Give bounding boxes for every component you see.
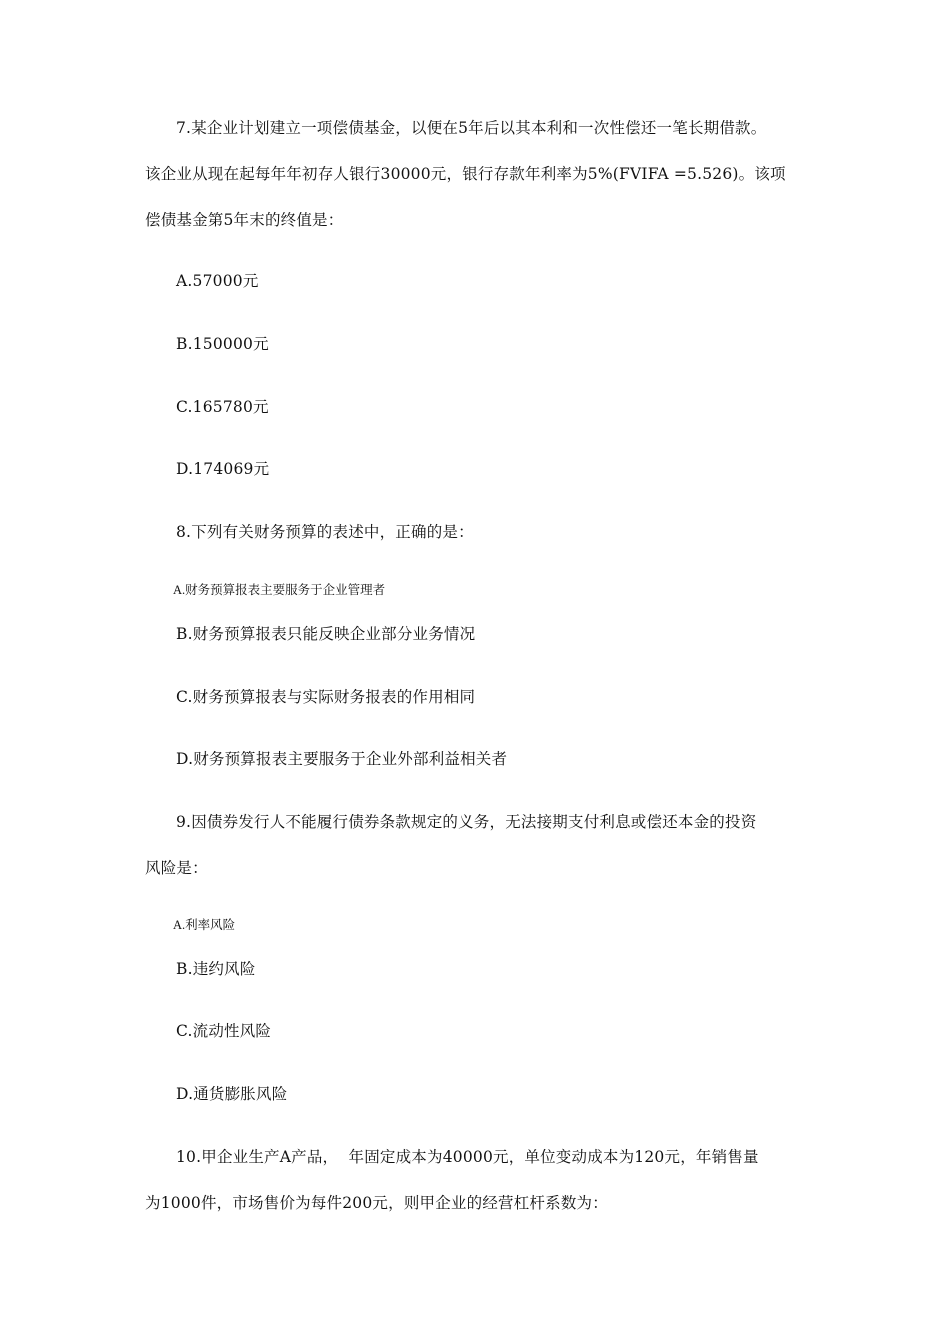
question-7-option-b: B.150000元 [176,335,269,353]
question-9-option-d: D.通货膨胀风险 [176,1085,288,1103]
question-7-stem-line-3: 偿债基金第5年末的终值是： [145,211,344,229]
question-7-option-d: D.174069元 [176,460,270,478]
question-8-option-c: C.财务预算报表与实际财务报表的作用相同 [176,688,476,706]
question-8-option-d: D.财务预算报表主要服务于企业外部利益相关者 [176,750,508,768]
question-7-option-a: A.57000元 [176,272,259,290]
question-8-option-b: B.财务预算报表只能反映企业部分业务情况 [176,625,476,643]
question-9-option-c: C.流动性风险 [176,1022,272,1040]
question-9-option-a: A.利率风险 [173,918,236,932]
question-9-stem-line-2: 风险是： [145,859,208,877]
question-7-stem-line-2: 该企业从现在起每年年初存人银行30000元，银行存款年利率为5%(FVIFA =5.526)。该项 [145,165,786,183]
question-7-stem-line-1: 7.某企业计划建立一项偿债基金，以便在5年后以其本利和一次性偿还一笔长期借款。 [176,119,767,137]
question-10-stem-line-2: 为1000件，市场售价为每件200元，则甲企业的经营杠杆系数为： [145,1194,608,1212]
question-8-option-a: A.财务预算报表主要服务于企业管理者 [173,583,386,597]
question-7-option-c: C.165780元 [176,398,269,416]
question-10-stem-line-1: 10.甲企业生产A产品， 年固定成本为40000元，单位变动成本为120元，年销售量 [176,1148,759,1166]
question-8-stem-line-1: 8.下列有关财务预算的表述中，正确的是： [176,523,474,541]
question-9-option-b: B.违约风险 [176,960,256,978]
question-9-stem-line-1: 9.因债券发行人不能履行债券条款规定的义务，无法接期支付利息或偿还本金的投资 [176,813,757,831]
